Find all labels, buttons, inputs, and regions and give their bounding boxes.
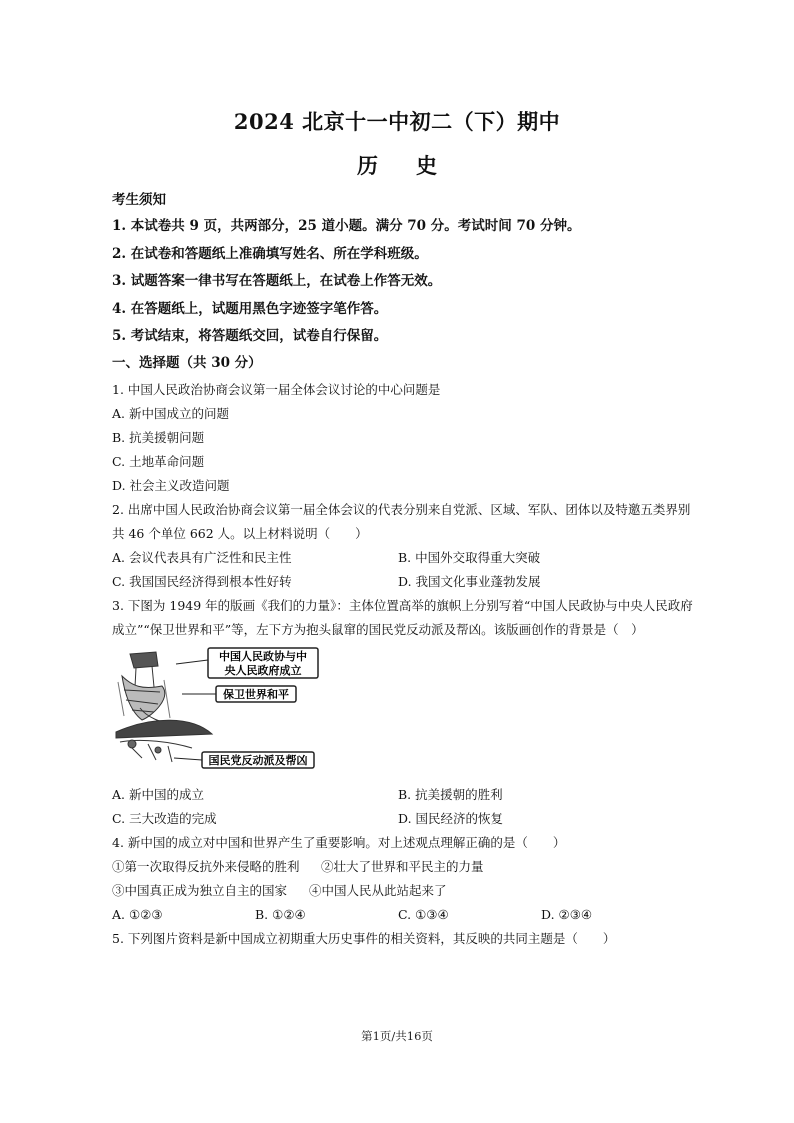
question-1-option-c: C. 土地革命问题 bbox=[112, 454, 205, 469]
question-4-option-c: C. ①③④ bbox=[398, 907, 449, 922]
question-3-option-d: D. 国民经济的恢复 bbox=[398, 811, 504, 826]
subject-title bbox=[0, 150, 794, 180]
question-2-option-d: D. 我国文化事业蓬勃发展 bbox=[398, 574, 541, 589]
question-2-stem: 共 46 个单位 662 人。以上材料说明（ ） bbox=[112, 526, 368, 541]
question-4-statement-3: ③中国真正成为独立自主的国家 bbox=[112, 883, 288, 898]
notice-heading: 考生须知 bbox=[112, 192, 166, 208]
question-4-statement-4: ④中国人民从此站起来了 bbox=[309, 883, 447, 898]
poster-label-2: 央人民政府成立 bbox=[224, 664, 302, 677]
question-1-option-a: A. 新中国成立的问题 bbox=[112, 406, 229, 421]
question-5-stem: 5. 下列图片资料是新中国成立初期重大历史事件的相关资料，其反映的共同主题是（ ） bbox=[112, 931, 616, 946]
question-2-option-c: C. 我国国民经济得到根本性好转 bbox=[112, 574, 292, 589]
question-4-option-d: D. ②③④ bbox=[541, 907, 593, 922]
question-3-stem: 3. 下图为 1949 年的版画《我们的力量》：主体位置高举的旗帜上分别写着“中国人民政协与中央人民政府 bbox=[112, 598, 693, 613]
notice-item: 1. 本试卷共 9 页，共两部分，25 道小题。满分 70 分。考试时间 70 分钟。 bbox=[112, 218, 581, 234]
woodcut-poster-figure bbox=[112, 646, 330, 770]
question-2-option-a: A. 会议代表具有广泛性和民主性 bbox=[112, 550, 292, 565]
subject-char-1: 历 bbox=[357, 153, 378, 178]
notice-item: 5. 考试结束，将答题纸交回，试卷自行保留。 bbox=[112, 328, 388, 344]
question-4-option-a: A. ①②③ bbox=[112, 907, 163, 922]
question-4-statement-1: ①第一次取得反抗外来侵略的胜利 bbox=[112, 859, 300, 874]
notice-item: 2. 在试卷和答题纸上准确填写姓名、所在学科班级。 bbox=[112, 246, 428, 262]
notice-item: 4. 在答题纸上，试题用黑色字迹签字笔作答。 bbox=[112, 301, 388, 317]
question-1-option-b: B. 抗美援朝问题 bbox=[112, 430, 205, 445]
question-3-option-b: B. 抗美援朝的胜利 bbox=[398, 787, 503, 802]
section-heading: 一、选择题（共 30 分） bbox=[112, 355, 262, 371]
poster-label-4: 国民党反动派及帮凶 bbox=[208, 754, 308, 767]
question-4-stem: 4. 新中国的成立对中国和世界产生了重要影响。对上述观点理解正确的是（ ） bbox=[112, 835, 566, 850]
question-3-option-a: A. 新中国的成立 bbox=[112, 787, 204, 802]
question-3-stem: 成立”“保卫世界和平”等，左下方为抱头鼠窜的国民党反动派及帮凶。该版画创作的背景是（ ） bbox=[112, 622, 644, 637]
page-footer: 第1页/共16页 bbox=[361, 1029, 433, 1043]
question-4-option-b: B. ①②④ bbox=[255, 907, 306, 922]
question-1-option-d: D. 社会主义改造问题 bbox=[112, 478, 230, 493]
subject-char-2: 史 bbox=[416, 153, 437, 178]
poster-label-3: 保卫世界和平 bbox=[223, 688, 289, 701]
question-2-stem: 2. 出席中国人民政治协商会议第一届全体会议的代表分别来自党派、区域、军队、团体以及特邀五类界别 bbox=[112, 502, 691, 517]
notice-item: 3. 试题答案一律书写在答题纸上，在试卷上作答无效。 bbox=[112, 273, 442, 289]
poster-label-1: 中国人民政协与中 bbox=[219, 650, 307, 663]
exam-title: 2024 北京十一中初二（下）期中 bbox=[233, 109, 561, 134]
question-2-option-b: B. 中国外交取得重大突破 bbox=[398, 550, 541, 565]
question-4-statement-2: ②壮大了世界和平民主的力量 bbox=[321, 859, 484, 874]
question-1-stem: 1. 中国人民政治协商会议第一届全体会议讨论的中心问题是 bbox=[112, 382, 441, 397]
question-3-option-c: C. 三大改造的完成 bbox=[112, 811, 217, 826]
